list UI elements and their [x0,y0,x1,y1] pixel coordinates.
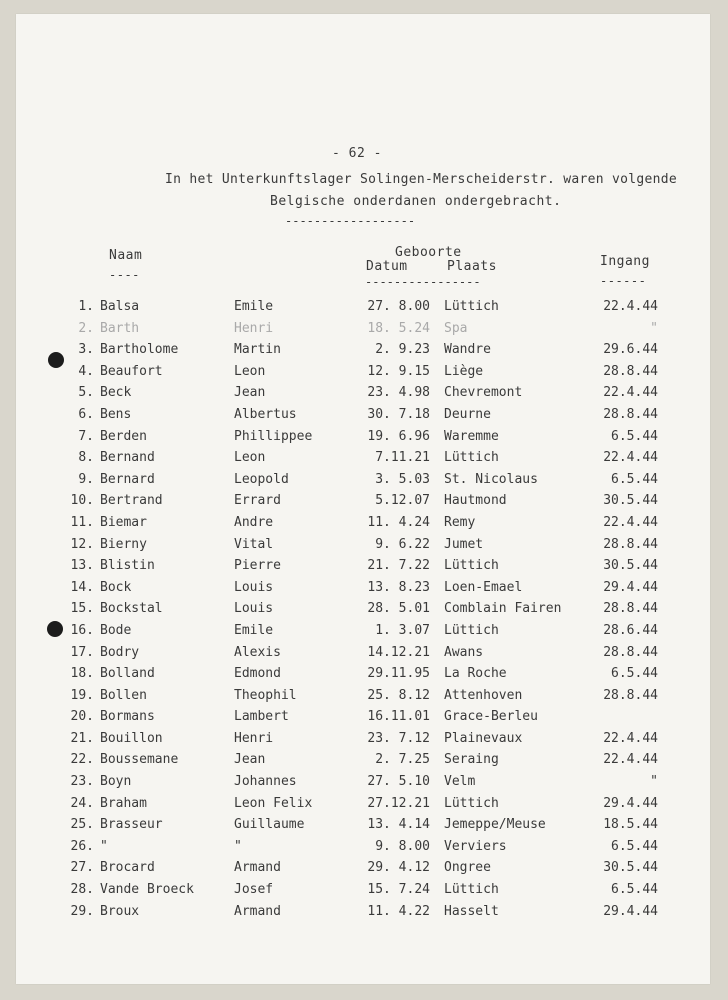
surname: Bode [100,622,132,638]
birth-date: 2. 7.25 [375,752,430,768]
column-header-plaats: Plaats [447,259,497,274]
first-name: Emile [234,299,274,314]
birth-place: Spa [444,320,468,336]
surname: Bock [100,579,132,595]
birth-place: Attenhoven [444,687,523,703]
birth-place: Grace-Berleu [444,709,538,725]
first-name: Leopold [234,471,289,487]
surname: Bernand [100,450,155,466]
surname: Brocard [100,860,155,876]
first-name: Albertus [234,406,297,422]
birth-date: 21. 7.22 [367,558,430,574]
first-name: Lambert [234,709,289,725]
column-underline-naam: ---- [109,268,140,282]
birth-place: Chevremont [444,385,523,401]
entry-date: 28.6.44 [603,622,658,638]
surname: Balsa [100,299,140,314]
list-item [0,364,728,386]
first-name: Louis [234,601,274,617]
first-name: Jean [234,752,266,768]
first-name: " [234,838,242,854]
first-name: Pierre [234,558,281,574]
first-name: Henri [234,320,274,336]
surname: Beaufort [100,363,163,379]
list-item [0,774,728,796]
row-number: 21. [70,730,94,746]
birth-date: 23. 4.98 [367,385,430,401]
first-name: Edmond [234,666,281,682]
birth-place: Hautmond [444,493,507,509]
list-item [0,882,728,904]
surname: " [100,838,108,854]
row-number: 20. [70,709,94,725]
birth-place: Lüttich [444,299,499,314]
list-item [0,904,728,926]
entry-date: 6.5.44 [611,666,658,682]
list-item [0,666,728,688]
row-number: 23. [70,774,94,790]
list-item [0,731,728,753]
first-name: Andre [234,514,274,530]
surname: Bertrand [100,493,163,509]
birth-date: 2. 9.23 [375,342,430,358]
surname: Bernard [100,471,155,487]
surname: Boussemane [100,752,179,768]
surname: Biemar [100,514,147,530]
row-number: 1. [78,299,94,314]
row-number: 3. [78,342,94,358]
surname: Boyn [100,774,132,790]
row-number: 4. [78,363,94,379]
list-item [0,385,728,407]
birth-date: 16.11.01 [367,709,430,725]
first-name: Theophil [234,687,297,703]
row-number: 8. [78,450,94,466]
birth-place: Jumet [444,536,484,552]
birth-date: 9. 8.00 [375,838,430,854]
birth-date: 27. 8.00 [367,299,430,314]
birth-date: 29. 4.12 [367,860,430,876]
birth-place: Comblain Fairen [444,601,562,617]
row-number: 22. [70,752,94,768]
entry-date: 30.5.44 [603,860,658,876]
birth-place: Remy [444,514,476,530]
list-item [0,493,728,515]
entry-date: 6.5.44 [611,471,658,487]
birth-date: 11. 4.24 [367,514,430,530]
row-number: 6. [78,406,94,422]
list-item [0,321,728,343]
birth-place: Plainevaux [444,730,523,746]
birth-place: Wandre [444,342,491,358]
surname: Vande Broeck [100,882,194,898]
first-name: Armand [234,903,281,919]
list-item [0,796,728,818]
row-number: 9. [78,471,94,487]
birth-date: 28. 5.01 [367,601,430,617]
list-item [0,429,728,451]
first-name: Vital [234,536,274,552]
entry-date: 6.5.44 [611,428,658,444]
entry-date: 22.4.44 [603,450,658,466]
entry-date: 28.8.44 [603,601,658,617]
birth-place: Deurne [444,406,491,422]
first-name: Phillippee [234,428,313,444]
row-number: 12. [70,536,94,552]
birth-date: 15. 7.24 [367,882,430,898]
surname: Bormans [100,709,155,725]
list-item [0,645,728,667]
row-number: 2. [78,320,94,336]
list-item [0,450,728,472]
birth-place: Velm [444,774,476,790]
birth-date: 25. 8.12 [367,687,430,703]
birth-place: Seraing [444,752,499,768]
column-underline-geboorte: ---------------- [365,275,481,289]
first-name: Guillaume [234,817,305,833]
birth-date: 5.12.07 [375,493,430,509]
first-name: Josef [234,882,274,898]
list-item [0,299,728,321]
list-item [0,860,728,882]
entry-date: 22.4.44 [603,752,658,768]
surname: Barth [100,320,140,336]
birth-place: Loen-Emael [444,579,523,595]
row-number: 24. [70,795,94,811]
list-item [0,817,728,839]
birth-date: 18. 5.24 [367,320,430,336]
entry-date: " [650,774,658,790]
entry-date: 29.4.44 [603,795,658,811]
birth-place: Lüttich [444,622,499,638]
first-name: Martin [234,342,281,358]
first-name: Leon [234,363,266,379]
entry-date: 6.5.44 [611,882,658,898]
list-item [0,558,728,580]
page-number: - 62 - [332,146,382,161]
entry-date: 22.4.44 [603,299,658,314]
surname: Brasseur [100,817,163,833]
row-number: 25. [70,817,94,833]
row-number: 26. [70,838,94,854]
surname: Berden [100,428,147,444]
entry-date: " [650,320,658,336]
entry-date: 22.4.44 [603,514,658,530]
surname: Broux [100,903,140,919]
birth-place: Lüttich [444,795,499,811]
surname: Bollen [100,687,147,703]
first-name: Emile [234,622,274,638]
surname: Bartholome [100,342,179,358]
birth-place: St. Nicolaus [444,471,538,487]
list-item [0,515,728,537]
birth-date: 12. 9.15 [367,363,430,379]
birth-date: 29.11.95 [367,666,430,682]
row-number: 28. [70,882,94,898]
entry-date: 28.8.44 [603,363,658,379]
list-item [0,752,728,774]
birth-date: 1. 3.07 [375,622,430,638]
row-number: 19. [70,687,94,703]
birth-date: 30. 7.18 [367,406,430,422]
birth-place: Lüttich [444,450,499,466]
birth-place: Verviers [444,838,507,854]
birth-date: 14.12.21 [367,644,430,660]
surname: Braham [100,795,147,811]
birth-place: Ongree [444,860,491,876]
birth-date: 13. 4.14 [367,817,430,833]
first-name: Leon Felix [234,795,313,811]
first-name: Errard [234,493,281,509]
column-underline-ingang: ------ [600,274,647,288]
row-number: 27. [70,860,94,876]
column-header-naam: Naam [109,248,143,263]
birth-date: 7.11.21 [375,450,430,466]
first-name: Alexis [234,644,281,660]
column-header-datum: Datum [366,259,408,274]
birth-date: 27.12.21 [367,795,430,811]
list-item [0,580,728,602]
entry-date: 22.4.44 [603,385,658,401]
column-header-geboorte: Geboorte [395,245,462,260]
entry-date: 29.4.44 [603,903,658,919]
list-item [0,537,728,559]
list-item [0,472,728,494]
list-item [0,839,728,861]
birth-place: Liège [444,363,484,379]
row-number: 17. [70,644,94,660]
register-list [0,299,728,925]
row-number: 11. [70,514,94,530]
surname: Bouillon [100,730,163,746]
birth-date: 3. 5.03 [375,471,430,487]
row-number: 13. [70,558,94,574]
list-item [0,407,728,429]
birth-place: Waremme [444,428,499,444]
birth-date: 27. 5.10 [367,774,430,790]
row-number: 5. [78,385,94,401]
surname: Bolland [100,666,155,682]
column-header-ingang: Ingang [600,254,650,269]
row-number: 15. [70,601,94,617]
birth-place: Hasselt [444,903,499,919]
row-number: 18. [70,666,94,682]
heading-line-2: Belgische onderdanen ondergebracht. [270,194,562,209]
row-number: 7. [78,428,94,444]
list-item [0,623,728,645]
entry-date: 28.8.44 [603,536,658,552]
entry-date: 30.5.44 [603,558,658,574]
birth-date: 19. 6.96 [367,428,430,444]
birth-date: 13. 8.23 [367,579,430,595]
entry-date: 28.8.44 [603,406,658,422]
row-number: 14. [70,579,94,595]
first-name: Leon [234,450,266,466]
entry-date: 18.5.44 [603,817,658,833]
birth-date: 11. 4.22 [367,903,430,919]
surname: Bodry [100,644,140,660]
birth-place: Jemeppe/Meuse [444,817,546,833]
entry-date: 29.4.44 [603,579,658,595]
first-name: Louis [234,579,274,595]
heading-line-1: In het Unterkunftslager Solingen-Merscheiderstr. waren volgende [165,172,677,187]
entry-date: 22.4.44 [603,730,658,746]
surname: Blistin [100,558,155,574]
surname: Bierny [100,536,147,552]
row-number: 10. [70,493,94,509]
entry-date: 29.6.44 [603,342,658,358]
first-name: Jean [234,385,266,401]
list-item [0,601,728,623]
surname: Bens [100,406,132,422]
entry-date: 28.8.44 [603,687,658,703]
list-item [0,688,728,710]
birth-place: Lüttich [444,882,499,898]
list-item [0,342,728,364]
first-name: Armand [234,860,281,876]
heading-underline: ------------------ [285,214,416,228]
entry-date: 6.5.44 [611,838,658,854]
entry-date: 30.5.44 [603,493,658,509]
list-item [0,709,728,731]
birth-date: 23. 7.12 [367,730,430,746]
row-number: 29. [70,903,94,919]
surname: Beck [100,385,132,401]
first-name: Henri [234,730,274,746]
surname: Bockstal [100,601,163,617]
birth-date: 9. 6.22 [375,536,430,552]
entry-date: 28.8.44 [603,644,658,660]
birth-place: Lüttich [444,558,499,574]
birth-place: La Roche [444,666,507,682]
row-number: 16. [70,622,94,638]
birth-place: Awans [444,644,484,660]
first-name: Johannes [234,774,297,790]
